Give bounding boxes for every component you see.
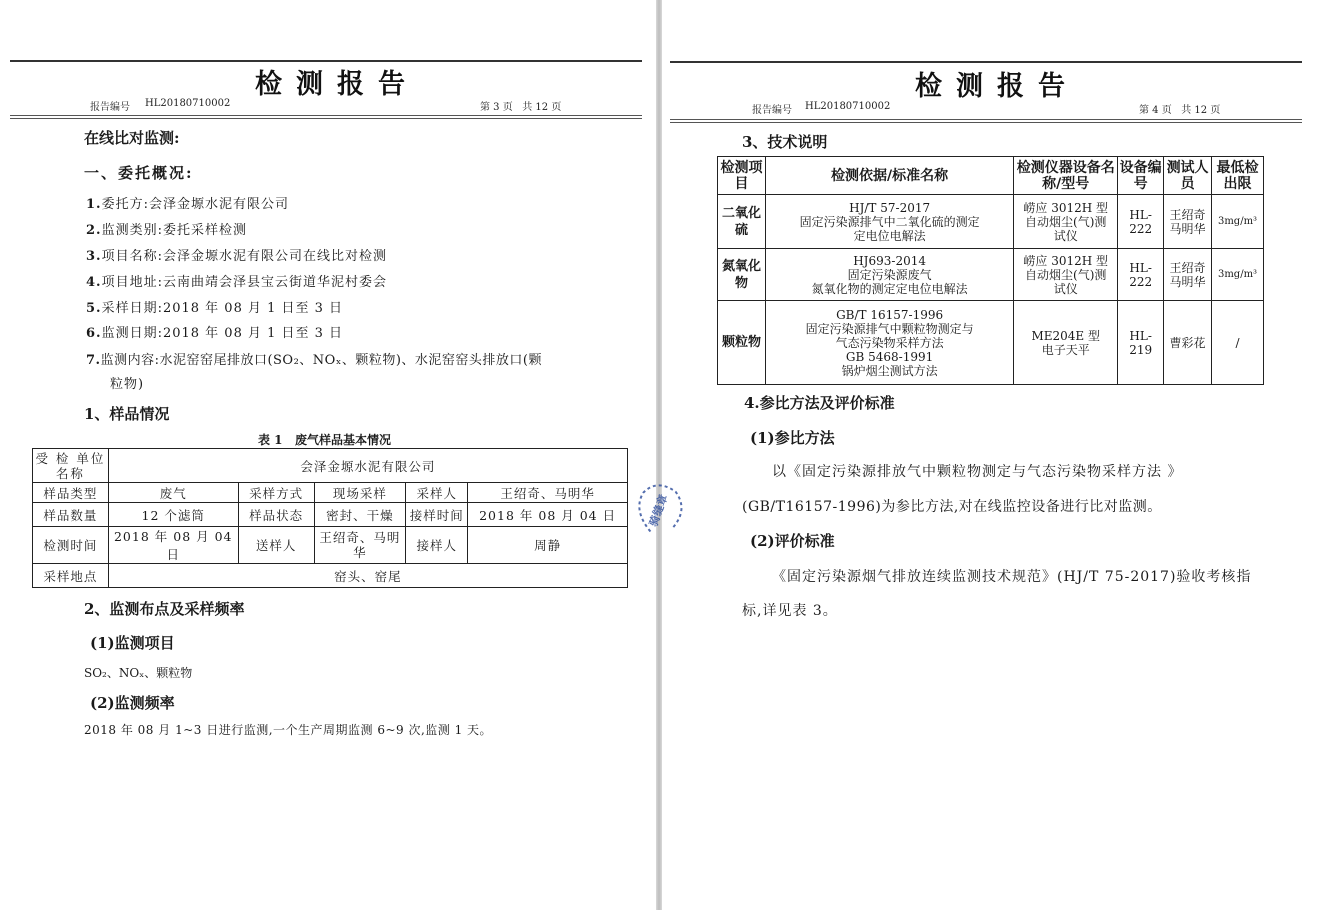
subsection-heading: 1、样品情况 [84,405,170,423]
instrument-line: 试仪 [1053,281,1078,296]
header-rule-2 [10,118,642,119]
instrument-line: ME204E 型 [1031,328,1100,343]
staff-line: 马明华 [1169,221,1206,236]
paragraph-line: 《固定污染源烟气排放连续监测技术规范》(HJ/T 75-2017)验收考核指 [772,569,1252,585]
table-cell: 密封、干燥 [314,503,406,527]
page-4 [662,0,1319,910]
staff-line: 王绍奇 [1169,260,1206,275]
table-cell: 检测时间 [33,527,109,564]
table-row [33,527,628,564]
table-cell-limit: 3mg/m³ [1212,195,1264,249]
table-row [33,503,628,527]
section-heading: 3、技术说明 [742,133,828,151]
table-cell-basis [765,195,1013,249]
header-rule-1 [10,115,642,116]
page-title: 检测报告 [915,71,1079,102]
header-rule-top [670,61,1302,63]
table-cell-instrument [1014,249,1118,301]
page-number: 第 3 页 共 12 页 [480,102,562,113]
sample-info-table [32,448,628,588]
subsection-heading: (2)评价标准 [750,532,835,550]
table-cell-instrument [1014,195,1118,249]
instrument-line: 电子天平 [1041,342,1090,357]
page-title: 检测报告 [255,69,419,100]
table-header-cell: 最低检出限 [1212,157,1264,195]
header-rule-2 [670,122,1302,123]
header-rule-1 [670,119,1302,120]
table-cell: 采样人 [406,483,468,503]
list-item: 2.监测类别:委托采样检测 [86,223,247,238]
basis-line: GB 5468-1991 [845,349,934,364]
technical-table [717,156,1264,385]
table-cell-code: HL-222 [1118,195,1164,249]
table-cell-item: 颗粒物 [718,301,766,385]
list-item: 1.委托方:会泽金塬水泥有限公司 [86,197,289,212]
instrument-line: 自动烟尘(气)测 [1025,267,1107,282]
table-cell: 2018 年 08 月 04 日 [108,527,238,564]
basis-line: 锅炉烟尘测试方法 [841,363,938,378]
report-number: HL20180710002 [805,101,891,112]
section-heading: 4.参比方法及评价标准 [744,394,895,412]
subsection-heading: (1)参比方法 [750,429,835,447]
table-row [718,301,1264,385]
report-number-label: 报告编号 [90,102,130,113]
instrument-line: 崂应 3012H 型 [1023,253,1109,268]
paragraph-line: (GB/T16157-1996)为参比方法,对在线监控设备进行比对监测。 [742,499,1162,515]
table-header-cell: 检测项目 [718,157,766,195]
table-header-cell: 设备编号 [1118,157,1164,195]
stamp-text: 骑缝章 [646,492,671,529]
basis-line: 固定污染源废气 [847,267,932,282]
subsection-heading: 2、监测布点及采样频率 [84,600,245,618]
table-cell: 样品数量 [33,503,109,527]
table-row [33,449,628,483]
basis-line: 固定污染源排气中二氧化硫的测定 [799,214,980,229]
table-cell-code: HL-219 [1118,301,1164,385]
table-cell-staff [1164,249,1212,301]
staff-line: 马明华 [1169,274,1206,289]
table-cell: 接样时间 [406,503,468,527]
basis-line: HJ693-2014 [853,253,926,268]
table-cell-staff [1164,301,1212,385]
table-cell-code: HL-222 [1118,249,1164,301]
basis-line: GB/T 16157-1996 [836,307,944,322]
list-item-continuation: 粒物) [110,377,145,392]
table-cell-item: 二氧化硫 [718,195,766,249]
staff-line: 王绍奇 [1169,207,1206,222]
basis-line: 氮氧化物的测定定电位电解法 [811,281,968,296]
instrument-line: 试仪 [1053,228,1078,243]
table-row [718,195,1264,249]
table-cell-staff [1164,195,1212,249]
instrument-line: 崂应 3012H 型 [1023,200,1109,215]
table-cell: 2018 年 08 月 04 日 [468,503,628,527]
section-heading-1: 一、委托概况: [84,164,194,182]
page-3 [0,0,656,910]
table-header-cell: 检测依据/标准名称 [765,157,1013,195]
list-item: 4.项目地址:云南曲靖会泽县宝云街道华泥村委会 [86,275,387,290]
table-cell-instrument [1014,301,1118,385]
table-cell-item: 氮氧化物 [718,249,766,301]
section-title: 在线比对监测: [84,129,180,147]
paragraph-line: 以《固定污染源排放气中颗粒物测定与气态污染物采样方法 》 [772,464,1183,480]
table-cell: 周静 [468,527,628,564]
table-cell-label: 采样地点 [33,564,109,588]
basis-line: 定电位电解法 [853,228,926,243]
table-cell-limit: / [1212,301,1264,385]
table-cell: 采样方式 [238,483,314,503]
table-cell: 样品状态 [238,503,314,527]
basis-line: 气态污染物采样方法 [835,335,944,350]
table-cell: 废气 [108,483,238,503]
table-header-cell: 测试人员 [1164,157,1212,195]
table-cell: 王绍奇、马明华 [468,483,628,503]
table-cell: 12 个滤筒 [108,503,238,527]
basis-line: HJ/T 57-2017 [849,200,931,215]
table-cell: 现场采样 [314,483,406,503]
table-cell-limit: 3mg/m³ [1212,249,1264,301]
paragraph-line: 标,详见表 3。 [742,603,838,619]
monitoring-frequency: 2018 年 08 月 1~3 日进行监测,一个生产周期监测 6~9 次,监测 1 天。 [84,723,493,737]
subsection-heading: (1)监测项目 [90,634,175,652]
subsection-heading: (2)监测频率 [90,694,175,712]
table-cell: 接样人 [406,527,468,564]
monitoring-items: SO₂、NOₓ、颗粒物 [84,666,193,680]
list-item: 3.项目名称:会泽金塬水泥有限公司在线比对检测 [86,249,387,264]
table-cell: 窑头、窑尾 [108,564,627,588]
table-row [718,249,1264,301]
table-cell: 王绍奇、马明华 [314,527,406,564]
list-item: 5.采样日期:2018 年 08 月 1 日至 3 日 [86,301,344,316]
table-cell-label: 受 检 单位名称 [33,449,109,483]
instrument-line: 自动烟尘(气)测 [1025,214,1107,229]
page-number: 第 4 页 共 12 页 [1139,105,1221,116]
table-header-row [718,157,1264,195]
table-cell: 送样人 [238,527,314,564]
table-header-cell: 检测仪器设备名称/型号 [1014,157,1118,195]
list-item: 7.监测内容:水泥窑窑尾排放口(SO₂、NOₓ、颗粒物)、水泥窑窑头排放口(颗 [86,353,542,368]
basis-line: 固定污染源排气中颗粒物测定与 [805,321,974,336]
table-caption: 表 1 废气样品基本情况 [258,433,392,447]
staff-line: 曹彩花 [1169,335,1206,350]
table-cell: 会泽金塬水泥有限公司 [108,449,627,483]
report-number-label: 报告编号 [752,105,792,116]
report-number: HL20180710002 [145,98,231,109]
table-cell-basis [765,301,1013,385]
table-row [33,564,628,588]
table-row [33,483,628,503]
list-item: 6.监测日期:2018 年 08 月 1 日至 3 日 [86,326,344,341]
table-cell-basis [765,249,1013,301]
table-cell: 样品类型 [33,483,109,503]
